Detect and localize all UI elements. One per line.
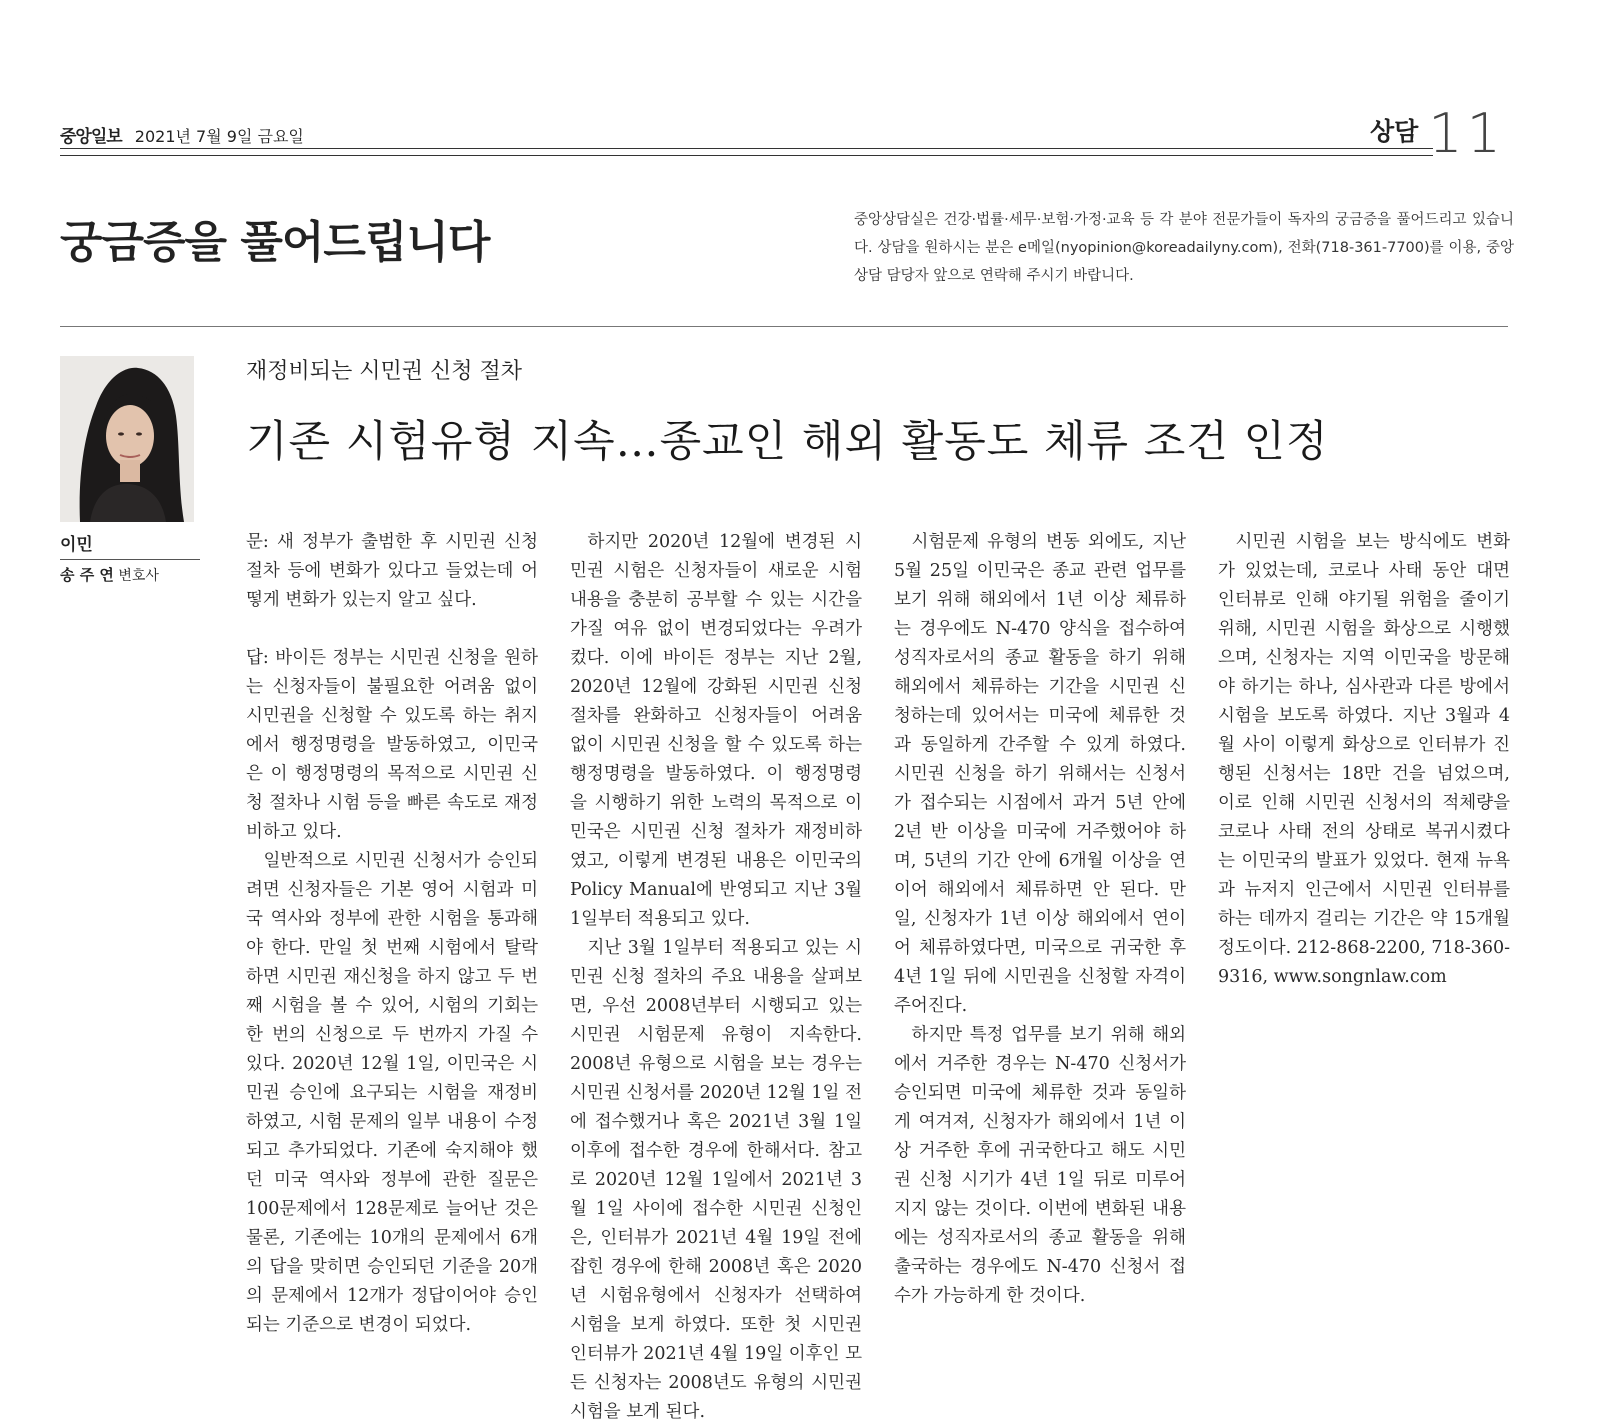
section-banner-title: 궁금증을 풀어드립니다 bbox=[60, 217, 490, 268]
author-portrait-image bbox=[60, 356, 194, 522]
author-info bbox=[60, 564, 200, 585]
author-name: 송 주 연 bbox=[60, 566, 114, 584]
column-3 bbox=[894, 528, 1186, 1328]
article-headline: 기존 시험유형 지속…종교인 해외 활동도 체류 조건 인정 bbox=[246, 417, 1329, 467]
issue-date: 2021년 7월 9일 금요일 bbox=[134, 127, 304, 146]
article-body bbox=[246, 528, 1510, 1422]
newspaper-name: 중앙일보 bbox=[60, 127, 122, 147]
author-photo bbox=[60, 356, 194, 522]
column-4 bbox=[1218, 528, 1510, 1328]
column-2 bbox=[570, 528, 862, 1422]
column-1 bbox=[246, 528, 538, 1335]
article-subhead: 재정비되는 시민권 신청 절차 bbox=[246, 359, 523, 384]
body-paragraph: 일반적으로 시민권 신청서가 승인되려면 신청자들은 기본 영어 시험과 미국 역사와 정부에 관한 시험을 통과해야 한다. 만일 첫 번째 시험에서 탈락하면 시민권 재신청을 하지 않고 두 번째 시험을 볼 수 있어, 시험의 기회는 한 번의 신청으로 두 번까지 가질 수 있다. 2020년 12월 1일, 이민국은 시민권 승인에 요구되는 시험을 재정비하였고, 시험 문제의 일부 내용이 수정되고 추가되었다. 기존에 숙지해야 했던 미국 역사와 정부에 관한 질문은 100문제에서 128문제로 늘어난 것은 물론, 기존에는 10개의 문제에서 6개의 답을 맞히면 승인되던 기준을 20개의 문제에서 12개가 정답이어야 승인되는 기준으로 변경이 되었다. bbox=[246, 851, 538, 1335]
body-paragraph: 시민권 시험을 보는 방식에도 변화가 있었는데, 코로나 사태 동안 대면 인터뷰로 인해 야기될 위험을 줄이기 위해, 시민권 시험을 화상으로 시행했으며, 신청자는 지역 이민국을 방문해야 하기는 하나, 심사관과 다른 방에서 시험을 보도록 하였다. 지난 3월과 4월 사이 이렇게 화상으로 인터뷰가 진행된 신청서는 18만 건을 넘었으며, 이로 인해 시민권 신청서의 적체량을 코로나 사태 전의 상태로 복귀시켰다는 이민국의 발표가 있었다. 현재 뉴욕과 뉴저지 인근에서 시민권 인터뷰를 하는 데까지 걸리는 기간은 약 15개월 정도이다. 212-868-2200, 718-360-9316, www.songnlaw.com bbox=[1218, 532, 1510, 987]
author-title: 변호사 bbox=[118, 568, 159, 584]
question-paragraph: 문: 새 정부가 출범한 후 시민권 신청 절차 등에 변화가 있다고 들었는데 어떻게 변화가 있는지 알고 싶다. bbox=[246, 532, 538, 610]
masthead-rule bbox=[60, 148, 1433, 156]
section-rule bbox=[60, 326, 1508, 327]
page-number: 11 bbox=[1428, 102, 1505, 165]
body-paragraph: 하지만 특정 업무를 보기 위해 해외에서 거주한 경우는 N-470 신청서가 승인되면 미국에 체류한 것과 동일하게 여겨져, 신청자가 해외에서 1년 이상 거주한 후에 귀국한다고 해도 시민권 신청 시기가 4년 1일 뒤로 미루어지지 않는 것이다. 이번에 변화된 내용에는 성직자로서의 종교 활동을 위해 출국하는 경우에도 N-470 신청서 접수가 가능하게 한 것이다. bbox=[894, 1025, 1186, 1306]
body-paragraph: 시험문제 유형의 변동 외에도, 지난 5월 25일 이민국은 종교 관련 업무를 보기 위해 해외에서 1년 이상 체류하는 경우에도 N-470 양식을 접수하여 성직자로서의 종교 활동을 하기 위해 해외에서 체류하는 기간을 시민권 신청하는데 있어서는 미국에 체류한 것과 동일하게 간주할 수 있게 하였다. 시민권 신청을 하기 위해서는 신청서가 접수되는 시점에서 과거 5년 안에 2년 반 이상을 미국에 거주했어야 하며, 5년의 기간 안에 6개월 이상을 연이어 해외에서 체류하면 안 된다. 만일, 신청자가 1년 이상 해외에서 연이어 체류하였다면, 미국으로 귀국한 후 4년 1일 뒤에 시민권을 신청할 자격이 주어진다. bbox=[894, 532, 1186, 1016]
section-intro: 중앙상담실은 건강·법률·세무·보험·가정·교육 등 각 분야 전문가들이 독자의 궁금증을 풀어드리고 있습니다. 상담을 원하시는 분은 e메일(nyopinion@koreadailyny.com), 전화(718-361-7700)를 이용, 중앙상담 담당자 앞으로 연락해 주시기 바랍니다. bbox=[854, 212, 1514, 284]
body-paragraph: 하지만 2020년 12월에 변경된 시민권 시험은 신청자들이 새로운 시험 내용을 충분히 공부할 수 있는 시간을 가질 여유 없이 변경되었다는 우려가 컸다. 이에 바이든 정부는 지난 2월, 2020년 12월에 강화된 시민권 신청 절차를 완화하고 신청자들이 어려움 없이 시민권 신청을 할 수 있도록 하는 행정명령을 발동하였다. 이 행정명령을 시행하기 위한 노력의 목적으로 이민국은 시민권 신청 절차가 재정비하였고, 이렇게 변경된 내용은 이민국의 Policy Manual에 반영되고 지난 3월 1일부터 적용되고 있다. bbox=[570, 532, 862, 929]
column-category: 이민 bbox=[60, 530, 200, 560]
answer-paragraph: 답: 바이든 정부는 시민권 신청을 원하는 신청자들이 불필요한 어려움 없이 시민권을 신청할 수 있도록 하는 취지에서 행정명령을 발동하였고, 이민국은 이 행정명령의 목적으로 시민권 신청 절차나 시험 등을 빠른 속도로 재정비하고 있다. bbox=[246, 648, 538, 842]
section-name: 상담 bbox=[1369, 117, 1419, 146]
author-byline bbox=[60, 530, 200, 585]
masthead-left bbox=[60, 122, 304, 147]
body-paragraph: 지난 3월 1일부터 적용되고 있는 시민권 신청 절차의 주요 내용을 살펴보면, 우선 2008년부터 시행되고 있는 시민권 시험문제 유형이 지속한다. 2008년 유형으로 시험을 보는 경우는 시민권 신청서를 2020년 12월 1일 전에 접수했거나 혹은 2021년 3월 1일 이후에 접수한 경우에 한해서다. 참고로 2020년 12월 1일에서 2021년 3월 1일 사이에 접수한 시민권 신청인은, 인터뷰가 2021년 4월 19일 전에 잡힌 경우에 한해 2008년 혹은 2020년 시험유형에서 신청자가 선택하여 시험을 보게 하였다. 또한 첫 시민권 인터뷰가 2021년 4월 19일 이후인 모든 신청자는 2008년도 유형의 시민권 시험을 보게 된다. bbox=[570, 938, 862, 1422]
